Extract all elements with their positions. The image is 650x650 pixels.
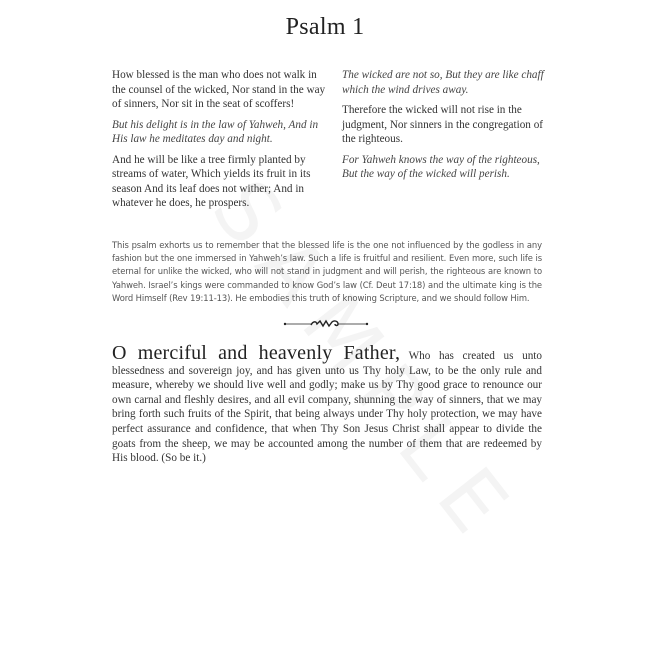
verse-4: The wicked are not so, But they are like chaff which the wind drives away. bbox=[342, 69, 544, 96]
verse-5: Therefore the wicked will not rise in the judgment, Nor sinners in the congregation of the righteous. bbox=[342, 104, 544, 145]
verse-6: For Yahweh knows the way of the righteous, But the way of the wicked will perish. bbox=[342, 153, 540, 180]
verses-right-column bbox=[342, 68, 557, 188]
ornamental-divider-icon bbox=[283, 317, 369, 331]
prayer-paragraph bbox=[112, 342, 542, 466]
commentary-paragraph: This psalm exhorts us to remember that the blessed life is the one not influenced by the godless in any fashion but the one immersed in Yahweh’s law. Such a life is fruitful and resilient. Even more, such life is eternal for unlike the wicked, who will not stand in judgment and will perish, the righteous are known to Yahweh. Israel’s kings were commanded to know God’s law (Cf. Deut 17:18) and the ultimate king is the Word Himself (Rev 19:11-13). He embodies this truth of knowing Scripture, and we should follow Him. bbox=[112, 240, 542, 303]
page-title: Psalm 1 bbox=[285, 14, 365, 40]
prayer-body: Who has created us unto blessedness and sovereign joy, and has given unto us Thy holy Law, to be the only rule and measure, whereby we should live well and godly; make us by Thy good grace to renounce our own carnal and fleshly desires, and all evil company, shunning the way of sinners, that we may bring forth such fruits of the Spirit, that being always under Thy holy protection, we may have perfect assurance and confidence, that when Thy Son Jesus Christ shall appear to divide the goats from the sheep, we may be accounted among the number of them that are redeemed by His blood. (So be it.) bbox=[112, 350, 542, 465]
prayer-lead: O merciful and heavenly Father, bbox=[112, 342, 401, 364]
verse-2: But his delight is in the law of Yahweh, And in His law he meditates day and night. bbox=[112, 118, 319, 145]
verses-left-column bbox=[112, 68, 327, 217]
verse-1: How blessed is the man who does not walk in the counsel of the wicked, Nor stand in the way of sinners, Nor sit in the seat of scoffers! bbox=[112, 69, 326, 110]
verse-3: And he will be like a tree firmly planted by streams of water, Which yields its fruit in its season And its leaf does not wither; And in whatever he does, he prospers. bbox=[112, 153, 311, 209]
